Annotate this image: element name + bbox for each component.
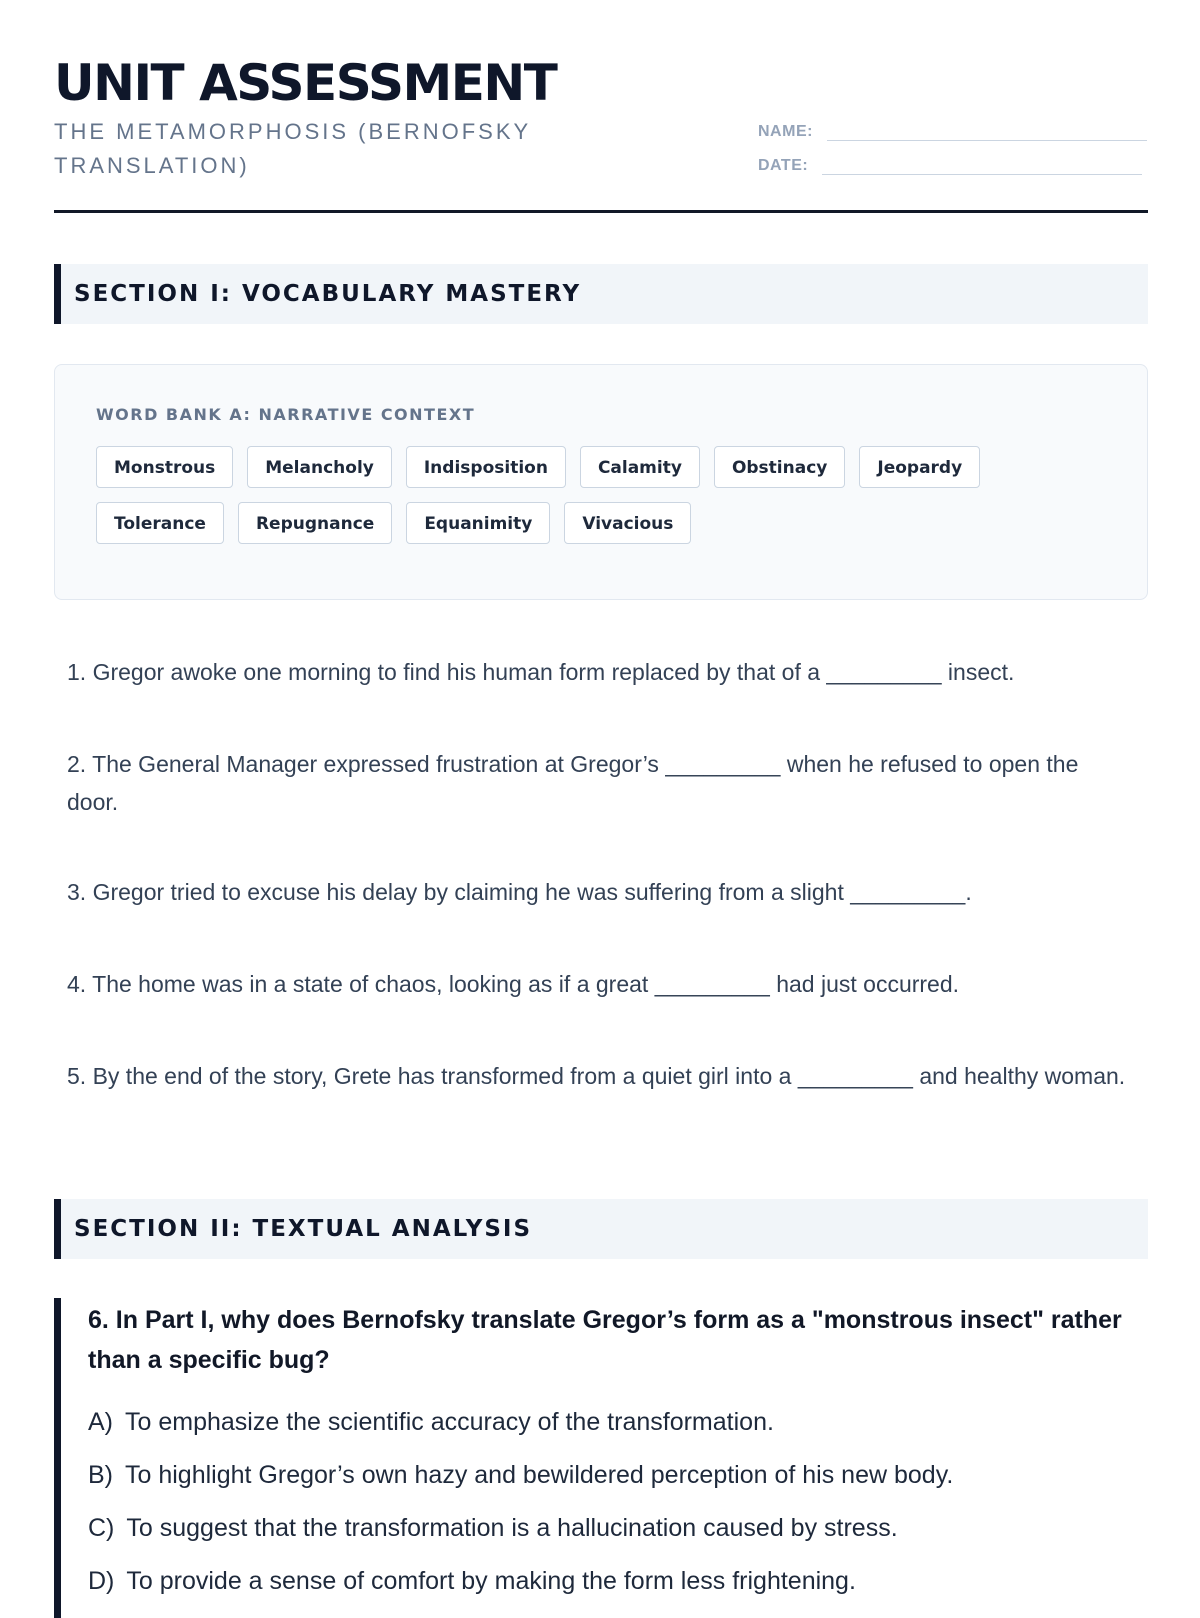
section-1-header xyxy=(54,264,1148,324)
name-input-line[interactable] xyxy=(827,118,1147,141)
option-letter: A) xyxy=(88,1408,113,1436)
fill-question-1: 1. Gregor awoke one morning to find his human form replaced by that of a _________ insect. xyxy=(67,659,1015,685)
word-chip: Equanimity xyxy=(406,502,550,544)
section-2-title: SECTION II: TEXTUAL ANALYSIS xyxy=(74,1216,533,1242)
date-input-line[interactable] xyxy=(822,152,1142,175)
option-letter: B) xyxy=(88,1461,113,1489)
answer-options xyxy=(88,1396,1148,1608)
name-field xyxy=(758,118,1147,141)
name-label: NAME: xyxy=(758,123,813,140)
word-bank xyxy=(54,364,1148,600)
option-d[interactable] xyxy=(88,1555,1148,1608)
option-a[interactable] xyxy=(88,1396,1148,1449)
option-letter: C) xyxy=(88,1514,115,1542)
option-text: To emphasize the scientific accuracy of the transformation. xyxy=(125,1408,774,1436)
word-chip: Vivacious xyxy=(564,502,691,544)
option-text: To highlight Gregor’s own hazy and bewildered perception of his new body. xyxy=(125,1461,954,1489)
option-text: To provide a sense of comfort by making the form less frightening. xyxy=(126,1567,856,1595)
section-2-header xyxy=(54,1199,1148,1259)
word-chip: Tolerance xyxy=(96,502,224,544)
word-chip: Jeopardy xyxy=(859,446,980,488)
word-chip: Repugnance xyxy=(238,502,392,544)
date-field xyxy=(758,152,1142,175)
word-chip: Melancholy xyxy=(247,446,392,488)
multiple-choice-question xyxy=(54,1298,1148,1618)
assessment-page xyxy=(54,0,1148,1595)
fill-question-3: 3. Gregor tried to excuse his delay by claiming he was suffering from a slight _________. xyxy=(67,879,972,905)
fill-question-4: 4. The home was in a state of chaos, looking as if a great _________ had just occurred. xyxy=(67,971,960,997)
word-chip: Monstrous xyxy=(96,446,233,488)
option-letter: D) xyxy=(88,1567,115,1595)
date-label: DATE: xyxy=(758,157,809,174)
word-chip: Calamity xyxy=(580,446,700,488)
fill-question-5: 5. By the end of the story, Grete has transformed from a quiet girl into a _________ and healthy woman. xyxy=(67,1063,1126,1089)
section-1-title: SECTION I: VOCABULARY MASTERY xyxy=(74,281,582,307)
page-subtitle: THE METAMORPHOSIS (BERNOFSKY TRANSLATION) xyxy=(54,119,531,178)
option-b[interactable] xyxy=(88,1449,1148,1502)
word-chip: Obstinacy xyxy=(714,446,845,488)
option-c[interactable] xyxy=(88,1502,1148,1555)
page-title: UNIT ASSESSMENT xyxy=(54,54,557,112)
question-6-text: 6. In Part I, why does Bernofsky translate Gregor’s form as a "monstrous insect" rather than a specific bug? xyxy=(88,1306,1122,1374)
fill-question-2: 2. The General Manager expressed frustration at Gregor’s _________ when he refused to open the door. xyxy=(67,751,1079,815)
word-bank-title: WORD BANK A: NARRATIVE CONTEXT xyxy=(96,405,476,424)
word-chip: Indisposition xyxy=(406,446,566,488)
word-bank-chips xyxy=(96,446,1108,544)
option-text: To suggest that the transformation is a hallucination caused by stress. xyxy=(126,1514,898,1542)
page-header xyxy=(54,0,1148,213)
